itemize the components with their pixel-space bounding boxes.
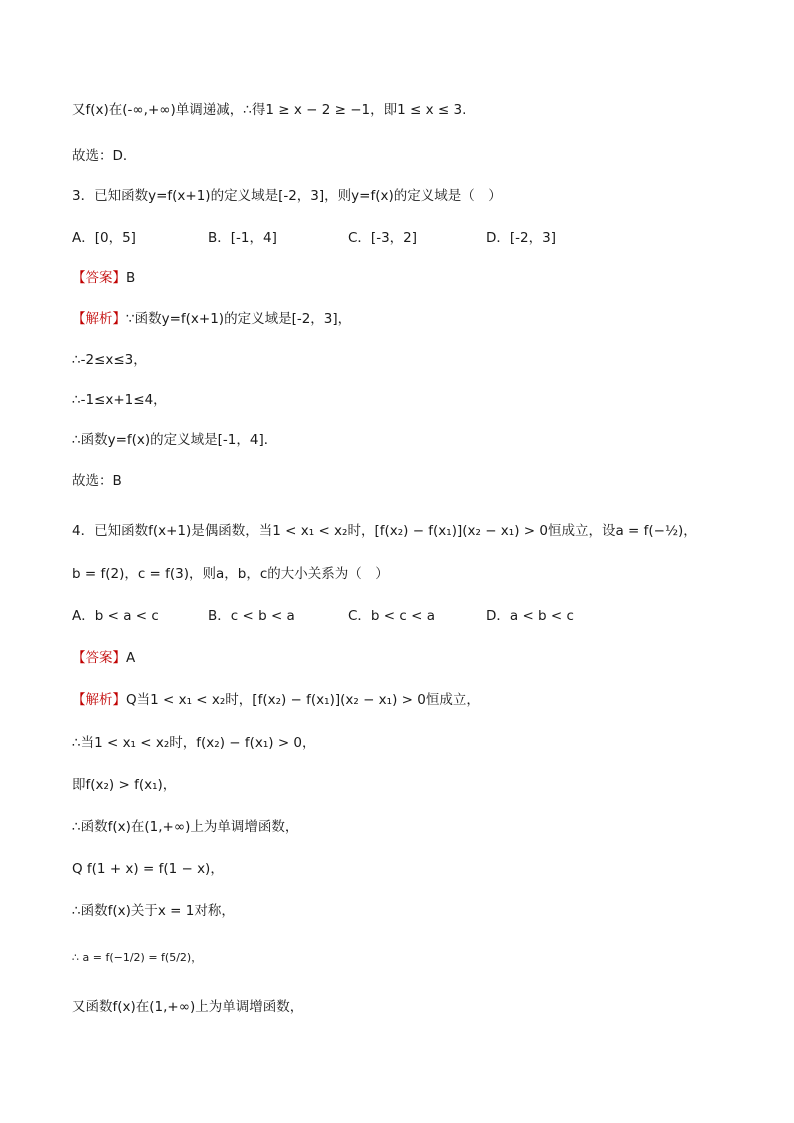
analysis-text: Q当1 < x₁ < x₂时，[f(x₂) − f(x₁)](x₂ − x₁) > 0恒成立，: [126, 692, 480, 708]
analysis-tag: 【解析】: [72, 692, 126, 708]
text-line: ∴-2≤x≤3，: [72, 352, 147, 368]
option-a: A．[0，5]: [72, 230, 136, 246]
option-b: B．[-1，4]: [208, 230, 277, 246]
analysis-text: ∵函数y=f(x+1)的定义域是[-2，3]，: [126, 311, 352, 327]
answer-tag: 【答案】: [72, 270, 126, 286]
answer-tag: 【答案】: [72, 650, 126, 666]
option-a: A．b < a < c: [72, 608, 159, 624]
text-line: ∴-1≤x+1≤4，: [72, 392, 167, 408]
answer-line: [72, 648, 135, 668]
text-line: Q f(1 + x) = f(1 − x)，: [72, 861, 224, 877]
analysis-tag: 【解析】: [72, 311, 126, 327]
question-4: 4．已知函数f(x+1)是偶函数，当1 < x₁ < x₂时，[f(x₂) − f(x₁)](x₂ − x₁) > 0恒成立，设a = f(−½)，: [72, 523, 697, 539]
text-line: 又函数f(x)在(1,+∞)上为单调增函数，: [72, 999, 304, 1015]
text-line: 又f(x)在(-∞,+∞)单调递减，∴得1 ≥ x − 2 ≥ −1，即1 ≤ x ≤ 3.: [72, 102, 467, 118]
option-c: C．b < c < a: [348, 608, 435, 624]
option-c: C．[-3，2]: [348, 230, 418, 246]
answer-line: [72, 268, 135, 288]
text-line: 故选：D．: [72, 148, 137, 164]
text-line: ∴ a = f(−1/2) = f(5/2)，: [72, 951, 203, 964]
answer-value: A: [126, 650, 136, 666]
text-line: ∴函数y=f(x)的定义域是[-1，4]．: [72, 432, 278, 448]
text-line: ∴函数f(x)在(1,+∞)上为单调增函数，: [72, 819, 299, 835]
text-line: 故选：B: [72, 473, 122, 489]
text-line: ∴当1 < x₁ < x₂时，f(x₂) − f(x₁) > 0，: [72, 735, 316, 751]
question-3: 3．已知函数y=f(x+1)的定义域是[-2，3]，则y=f(x)的定义域是（ ）: [72, 188, 502, 204]
analysis-line: [72, 690, 480, 710]
option-d: D．a < b < c: [486, 608, 574, 624]
text-line: ∴函数f(x)关于x = 1对称，: [72, 903, 235, 919]
analysis-line: [72, 309, 351, 329]
option-b: B．c < b < a: [208, 608, 295, 624]
question-4-cont: b = f(2)，c = f(3)，则a，b，c的大小关系为（ ）: [72, 566, 389, 582]
answer-value: B: [126, 270, 136, 286]
option-d: D．[-2，3]: [486, 230, 556, 246]
text-line: 即f(x₂) > f(x₁)，: [72, 777, 177, 793]
